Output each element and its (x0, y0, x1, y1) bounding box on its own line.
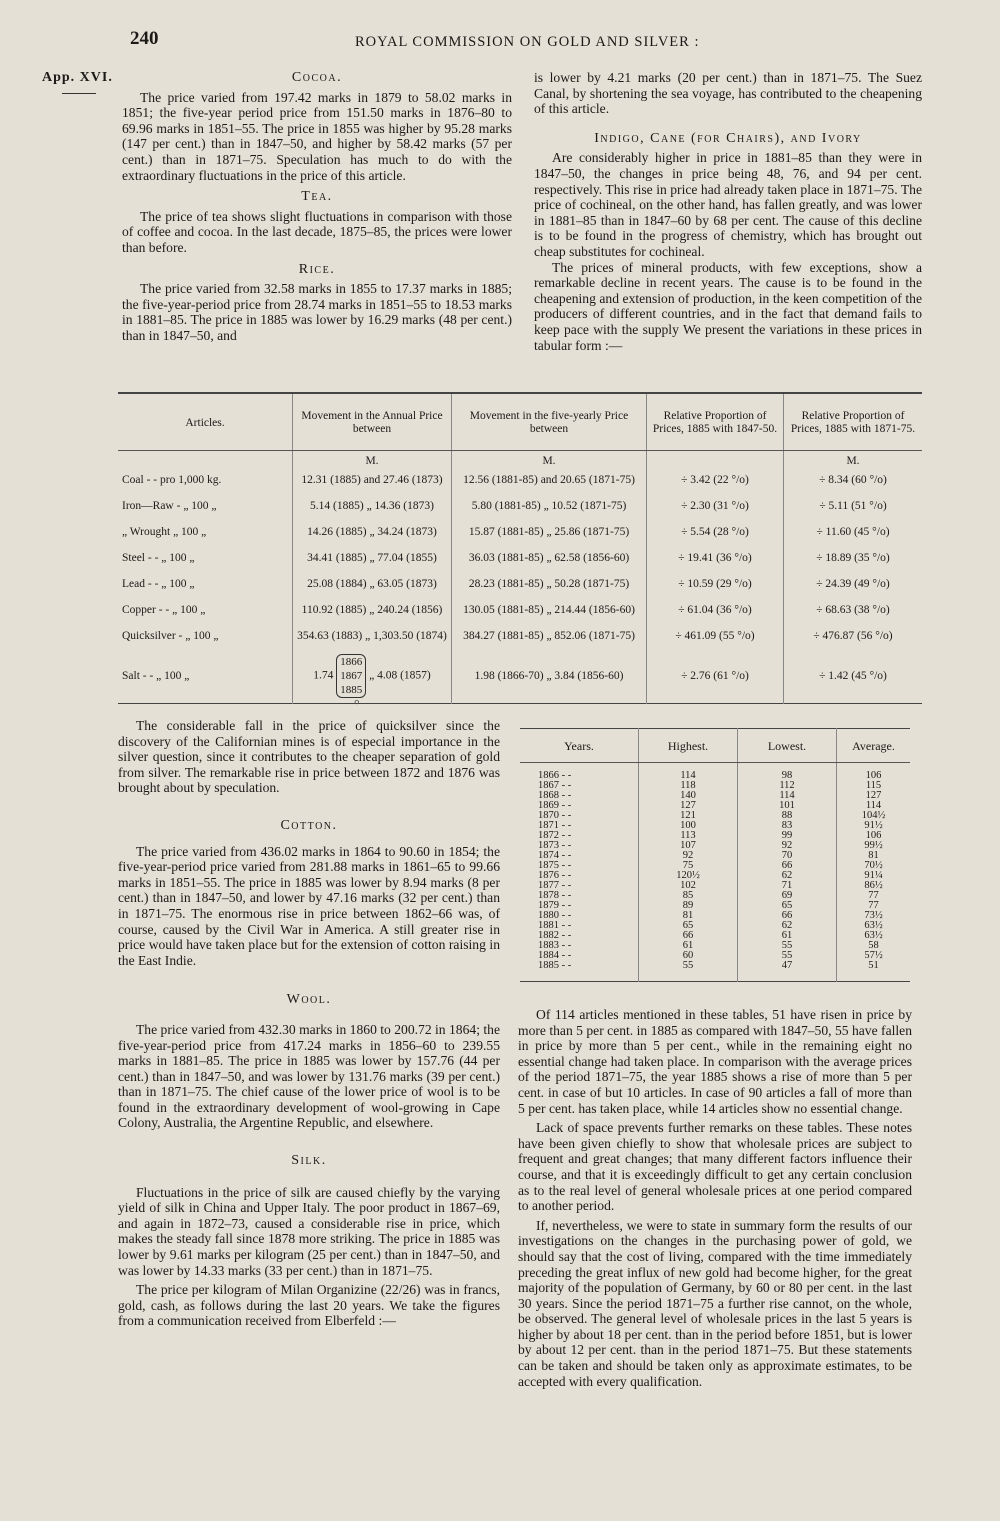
year-cell: 1877 - - (538, 880, 572, 891)
silk-table-body (520, 763, 910, 982)
year-cell: 1882 - - (538, 930, 572, 941)
header-articles: Articles. (118, 393, 293, 451)
wool-paragraph: The price varied from 432.30 marks in 1860 to 200.72 in 1864; the five-year-period price from 417.24 marks in 1856–60 to 239.55 marks in 1881–85. The price in 1885 was lower by 157.76 (44 per cent.) than in 1847–50, and was lower by 131.76 marks (39 per cent.) than in 1871–75. The chief cause of the lower price of wool is to be found in the extraordinary development of wool-growing in Cape Colony, Australia, the Argentine Republic, and elsewhere. (118, 1021, 500, 1131)
year-brace (336, 654, 366, 698)
average-cell: 70½ (837, 861, 911, 871)
lowest-cell: 88 (738, 811, 837, 821)
appendix-rule (62, 93, 96, 94)
rice-continuation: is lower by 4.21 marks (20 per cent.) than in 1871–75. The Suez Canal, by shortening the sea voyage, has contributed to the cheapening of this article. (534, 70, 922, 117)
rel1-cell: ÷ 61.04 (36 °/o) (647, 597, 784, 623)
salt-annual-high: „ 4.08 (1857) (369, 669, 431, 682)
table-row (520, 871, 910, 881)
table-row (520, 763, 910, 782)
table-row (520, 951, 910, 961)
annual-cell: 5.14 (1885) „ 14.36 (1873) (293, 493, 452, 519)
column-left-bottom (118, 718, 500, 1329)
five-cell: 12.56 (1881-85) and 20.65 (1871-75) (452, 467, 647, 493)
table-row (520, 941, 910, 951)
unit-cell-empty (118, 451, 293, 468)
table-row (520, 901, 910, 911)
annual-cell: 34.41 (1885) „ 77.04 (1855) (293, 545, 452, 571)
highest-cell: 60 (639, 951, 738, 961)
lowest-cell: 66 (738, 911, 837, 921)
lowest-cell: 47 (738, 961, 837, 982)
lowest-cell: 62 (738, 871, 837, 881)
annual-cell: 25.08 (1884) „ 63.05 (1873) (293, 571, 452, 597)
header-highest: Highest. (639, 729, 738, 763)
average-cell: 99½ (837, 841, 911, 851)
header-years: Years. (520, 729, 639, 763)
lowest-cell: 71 (738, 881, 837, 891)
table-header-row (118, 393, 922, 451)
five-cell: 1.98 (1866-70) „ 3.84 (1856-60) (452, 649, 647, 704)
average-cell: 106 (837, 831, 911, 841)
highest-cell: 55 (639, 961, 738, 982)
rel2-cell: ÷ 8.34 (60 °/o) (784, 467, 923, 493)
average-cell: 104½ (837, 811, 911, 821)
header-lowest: Lowest. (738, 729, 837, 763)
average-cell: 63½ (837, 931, 911, 941)
article-cell: Quicksilver - „ 100 „ (122, 630, 219, 642)
table-row (520, 781, 910, 791)
annual-cell: 12.31 (1885) and 27.46 (1873) (293, 467, 452, 493)
average-cell: 77 (837, 901, 911, 911)
highest-cell: 75 (639, 861, 738, 871)
table-row (520, 801, 910, 811)
table-row (520, 821, 910, 831)
highest-cell: 140 (639, 791, 738, 801)
five-cell: 36.03 (1881-85) „ 62.58 (1856-60) (452, 545, 647, 571)
salt-annual-low: 1.74 (313, 669, 334, 682)
rel1-cell: ÷ 2.76 (61 °/o) (647, 649, 784, 704)
average-cell: 63½ (837, 921, 911, 931)
table-row (520, 811, 910, 821)
year-cell: 1869 - - (538, 800, 572, 811)
unit-cell-empty (647, 451, 784, 468)
average-cell: 115 (837, 781, 911, 791)
tea-paragraph: The price of tea shows slight fluctuations in comparison with those of coffee and cocoa. In the last decade, 1875–85, the prices were lower than before. (122, 208, 512, 255)
table-row (520, 931, 910, 941)
table-row (118, 623, 922, 649)
year-cell: 1883 - - (538, 940, 572, 951)
lowest-cell: 101 (738, 801, 837, 811)
article-cell: Coal - - pro 1,000 kg. (122, 474, 222, 486)
header-relative-1847: Relative Proportion of Prices, 1885 with 1847-50. (647, 393, 784, 451)
article-cell: Copper - - „ 100 „ (122, 604, 206, 616)
column-right-bottom (518, 1007, 912, 1389)
article-cell: „ Wrought „ 100 „ (122, 526, 207, 538)
highest-cell: 114 (639, 763, 738, 782)
highest-cell: 120½ (639, 871, 738, 881)
unit-annual: M. (293, 451, 452, 468)
year-cell: 1866 - - (538, 770, 572, 781)
average-cell: 91¼ (837, 871, 911, 881)
lowest-cell: 62 (738, 921, 837, 931)
year-cell: 1884 - - (538, 950, 572, 961)
highest-cell: 107 (639, 841, 738, 851)
year-cell: 1870 - - (538, 810, 572, 821)
rel2-cell: ÷ 5.11 (51 °/o) (784, 493, 923, 519)
table-row (118, 597, 922, 623)
appendix-label: App. XVI. (42, 70, 113, 85)
header-annual: Movement in the Annual Price between (293, 393, 452, 451)
lowest-cell: 55 (738, 941, 837, 951)
year-cell: 1874 - - (538, 850, 572, 861)
highest-cell: 102 (639, 881, 738, 891)
year-cell: 1880 - - (538, 910, 572, 921)
cocoa-paragraph: The price varied from 197.42 marks in 1879 to 58.02 marks in 1851; the five-year period price from 151.50 marks in 1876–80 to 69.96 marks in 1851–55. The price in 1855 was higher by 95.28 marks (147 per cent.) than in 1847–50, and higher by 58.42 marks (57 per cent.) than in 1871–75. Speculation has much to do with the extraordinary fluctuations in the price of this article. (122, 89, 512, 183)
mineral-paragraph: The prices of mineral products, with few exceptions, show a remarkable decline in recent years. The cause is to be found in the cheapening and extension of production, in the keen competition of the producers of different countries, and in the fact that demand fails to keep pace with the supply We present the variations in these prices in tabular form :— (534, 259, 922, 353)
year-cell: 1881 - - (538, 920, 572, 931)
column-right-top (534, 70, 922, 353)
year-cell: 1867 - - (538, 780, 572, 791)
year-cell: 1879 - - (538, 900, 572, 911)
annual-cell: 354.63 (1883) „ 1,303.50 (1874) (293, 623, 452, 649)
lowest-cell: 112 (738, 781, 837, 791)
rel2-cell: ÷ 476.87 (56 °/o) (784, 623, 923, 649)
lowest-cell: 92 (738, 841, 837, 851)
highest-cell: 92 (639, 851, 738, 861)
table-row (520, 891, 910, 901)
table-row (520, 921, 910, 931)
average-cell: 58 (837, 941, 911, 951)
table-row (520, 851, 910, 861)
highest-cell: 81 (639, 911, 738, 921)
year-cell: 1871 - - (538, 820, 572, 831)
rice-paragraph: The price varied from 32.58 marks in 1855 to 17.37 marks in 1885; the five-year-period price from 28.74 marks in 1851–55 to 18.53 marks in 1881–85. The price in 1885 was lower by 16.29 marks (48 per cent.) than in 1847–50, and (122, 281, 512, 343)
lack-paragraph: Lack of space prevents further remarks on these tables. These notes have been given chiefly to show that wholesale prices are subject to frequent and great changes; that many different factors influence their course, and that it is exceedingly difficult to get any certain conclusion as to the real level of general wholesale prices at one period compared to another period. (518, 1120, 912, 1214)
insertion-mark: ° (354, 698, 360, 713)
year-cell: 1885 - - (538, 960, 572, 971)
year-cell: 1873 - - (538, 840, 572, 851)
running-title: ROYAL COMMISSION ON GOLD AND SILVER : (355, 34, 700, 50)
average-cell: 81 (837, 851, 911, 861)
rel1-cell: ÷ 2.30 (31 °/o) (647, 493, 784, 519)
highest-cell: 65 (639, 921, 738, 931)
five-cell: 384.27 (1881-85) „ 852.06 (1871-75) (452, 623, 647, 649)
silk-price-table (520, 728, 910, 982)
wool-heading: Wool. (286, 992, 332, 1008)
rel1-cell: ÷ 461.09 (55 °/o) (647, 623, 784, 649)
lowest-cell: 98 (738, 763, 837, 782)
year-cell: 1872 - - (538, 830, 572, 841)
five-cell: 28.23 (1881-85) „ 50.28 (1871-75) (452, 571, 647, 597)
highest-cell: 121 (639, 811, 738, 821)
header-average: Average. (837, 729, 911, 763)
unit-five: M. (452, 451, 647, 468)
brace-year: 1885 (340, 684, 363, 696)
year-cell: 1878 - - (538, 890, 572, 901)
table-row (118, 571, 922, 597)
table-row (118, 493, 922, 519)
average-cell: 114 (837, 801, 911, 811)
brace-year: 1866 (340, 656, 363, 668)
article-cell: Lead - - „ 100 „ (122, 578, 195, 590)
cotton-paragraph: The price varied from 436.02 marks in 1864 to 90.60 in 1854; the five-year-period price varied from 281.88 marks in 1861–65 to 99.66 marks in 1851–55. The price in 1885 was lower by 8.94 marks (8 per cent.) than in 1847–50, and lower by 47.16 marks (32 per cent.) than in 1871–75. The enormous rise in price between 1862–66 was, of course, caused by the Civil War in America. A still greater rise in price would have taken place but for the extension of cotton raising in the East Indie. (118, 843, 500, 968)
unit-rel: M. (784, 451, 923, 468)
lowest-cell: 69 (738, 891, 837, 901)
table-row (520, 831, 910, 841)
conclusion-paragraph: If, nevertheless, we were to state in summary form the results of our investigations on the changes in the purchasing power of gold, we should say that the cost of living, compared with the time immediately preceding the great influx of new gold had become higher, for the great majority of the population of Germany, by 60 or 80 per cent. in the last 30 years. Since the period 1871–75 a further rise cannot, on the whole, be observed. The general level of wholesale prices in the last 5 years is higher by about 18 per cent. than in the period before 1851, but is lower by about 12 per cent. than in the period 1871–75. But these statements can be taken and should be taken only as approximate estimates, to be accepted with every qualification. (518, 1217, 912, 1389)
five-cell: 5.80 (1881-85) „ 10.52 (1871-75) (452, 493, 647, 519)
page-number: 240 (130, 28, 159, 49)
year-cell: 1875 - - (538, 860, 572, 871)
article-cell: Steel - - „ 100 „ (122, 552, 195, 564)
five-cell: 15.87 (1881-85) „ 25.86 (1871-75) (452, 519, 647, 545)
highest-cell: 100 (639, 821, 738, 831)
highest-cell: 85 (639, 891, 738, 901)
header-five-yearly: Movement in the five-yearly Price between (452, 393, 647, 451)
average-cell: 127 (837, 791, 911, 801)
lowest-cell: 114 (738, 791, 837, 801)
tea-heading: Tea. (301, 189, 333, 205)
indigo-heading: Indigo, Cane (for Chairs), and Ivory (594, 130, 862, 146)
highest-cell: 89 (639, 901, 738, 911)
highest-cell: 118 (639, 781, 738, 791)
table-row (520, 881, 910, 891)
rel2-cell: ÷ 24.39 (49 °/o) (784, 571, 923, 597)
cocoa-heading: Cocoa. (291, 70, 343, 85)
table-row (118, 545, 922, 571)
rel1-cell: ÷ 5.54 (28 °/o) (647, 519, 784, 545)
year-cell: 1868 - - (538, 790, 572, 801)
highest-cell: 61 (639, 941, 738, 951)
lowest-cell: 70 (738, 851, 837, 861)
average-cell: 91½ (837, 821, 911, 831)
table-row-salt (118, 649, 922, 704)
table-row (520, 791, 910, 801)
indigo-paragraph: Are considerably higher in price in 1881–85 than they were in 1847–50, the changes in price being 48, 76, and 94 per cent. respectively. This rise in price had already taken place in 1871–75. The price of cochineal, on the other hand, has fallen greatly, and was lower in 1881–85 than in 1847–60 by 68 per cent. The cause of this decline is to be found in the progress of chemistry, which has brought out cheap substitutes for cochineal. (534, 150, 922, 259)
silk-paragraph: Fluctuations in the price of silk are caused chiefly by the varying yield of silk in China and Upper Italy. The poor product in 1867–69, and again in 1872–73, caused a considerable rise in price, which makes the steady fall since 1878 more striking. The price in 1885 was lower by 9.61 marks per kilogram (25 per cent.) than in 1847–50, and was lower by 14.33 marks (33 per cent.) than in 1871–75. (118, 1184, 500, 1278)
rel1-cell: ÷ 3.42 (22 °/o) (647, 467, 784, 493)
rel2-cell: ÷ 68.63 (38 °/o) (784, 597, 923, 623)
average-cell: 73½ (837, 911, 911, 921)
year-cell: 1876 - - (538, 870, 572, 881)
highest-cell: 113 (639, 831, 738, 841)
table-row (118, 519, 922, 545)
article-cell: Iron—Raw - „ 100 „ (122, 500, 217, 512)
average-cell: 57½ (837, 951, 911, 961)
annual-cell-salt (293, 649, 452, 704)
table-row (520, 911, 910, 921)
highest-cell: 66 (639, 931, 738, 941)
lowest-cell: 65 (738, 901, 837, 911)
mineral-price-table (118, 392, 922, 704)
header-relative-1871: Relative Proportion of Prices, 1885 with 1871-75. (784, 393, 923, 451)
lowest-cell: 55 (738, 951, 837, 961)
summary-paragraph: Of 114 articles mentioned in these tables, 51 have risen in price by more than 5 per cent. in 1885 as compared with 1847–50, 55 have fallen in price by more than 5 per cent., while in the remaining eight no essential change had taken place. In comparison with the average prices of the period 1871–75, the year 1885 shows a rise of more than 5 per cent. in case of but 10 articles. In case of 90 articles a fall of more than 5 per cent. has taken place, while 14 articles show no essential change. (518, 1007, 912, 1116)
unit-row (118, 451, 922, 468)
rel2-cell: ÷ 11.60 (45 °/o) (784, 519, 923, 545)
highest-cell: 127 (639, 801, 738, 811)
table-header-row (520, 729, 910, 763)
annual-cell: 14.26 (1885) „ 34.24 (1873) (293, 519, 452, 545)
silk-heading: Silk. (291, 1153, 327, 1169)
table-row (520, 841, 910, 851)
cotton-heading: Cotton. (280, 817, 338, 833)
column-left-top (122, 70, 512, 344)
average-cell: 106 (837, 763, 911, 782)
lowest-cell: 61 (738, 931, 837, 941)
article-cell: Salt - - „ 100 „ (122, 670, 190, 682)
annual-cell: 110.92 (1885) „ 240.24 (1856) (293, 597, 452, 623)
rel2-cell: ÷ 18.89 (35 °/o) (784, 545, 923, 571)
five-cell: 130.05 (1881-85) „ 214.44 (1856-60) (452, 597, 647, 623)
average-cell: 86½ (837, 881, 911, 891)
average-cell: 51 (837, 961, 911, 982)
milan-paragraph: The price per kilogram of Milan Organizine (22/26) was in francs, gold, cash, as follows during the last 20 years. We take the figures from a communication received from Elberfeld :— (118, 1282, 500, 1329)
table-row (118, 467, 922, 493)
table-row (520, 961, 910, 982)
rel1-cell: ÷ 19.41 (36 °/o) (647, 545, 784, 571)
lowest-cell: 66 (738, 861, 837, 871)
brace-year: 1867 (340, 670, 363, 682)
rel1-cell: ÷ 10.59 (29 °/o) (647, 571, 784, 597)
average-cell: 77 (837, 891, 911, 901)
lowest-cell: 99 (738, 831, 837, 841)
lowest-cell: 83 (738, 821, 837, 831)
table-row (520, 861, 910, 871)
quicksilver-paragraph: The considerable fall in the price of quicksilver since the discovery of the Californian mines is of especial importance in the silver question, since it contributes to the cheaper separation of gold from silver. The remarkable rise in price between 1872 and 1876 was brought about by speculation. (118, 718, 500, 796)
rice-heading: Rice. (298, 261, 336, 277)
rel2-cell: ÷ 1.42 (45 °/o) (784, 649, 923, 704)
